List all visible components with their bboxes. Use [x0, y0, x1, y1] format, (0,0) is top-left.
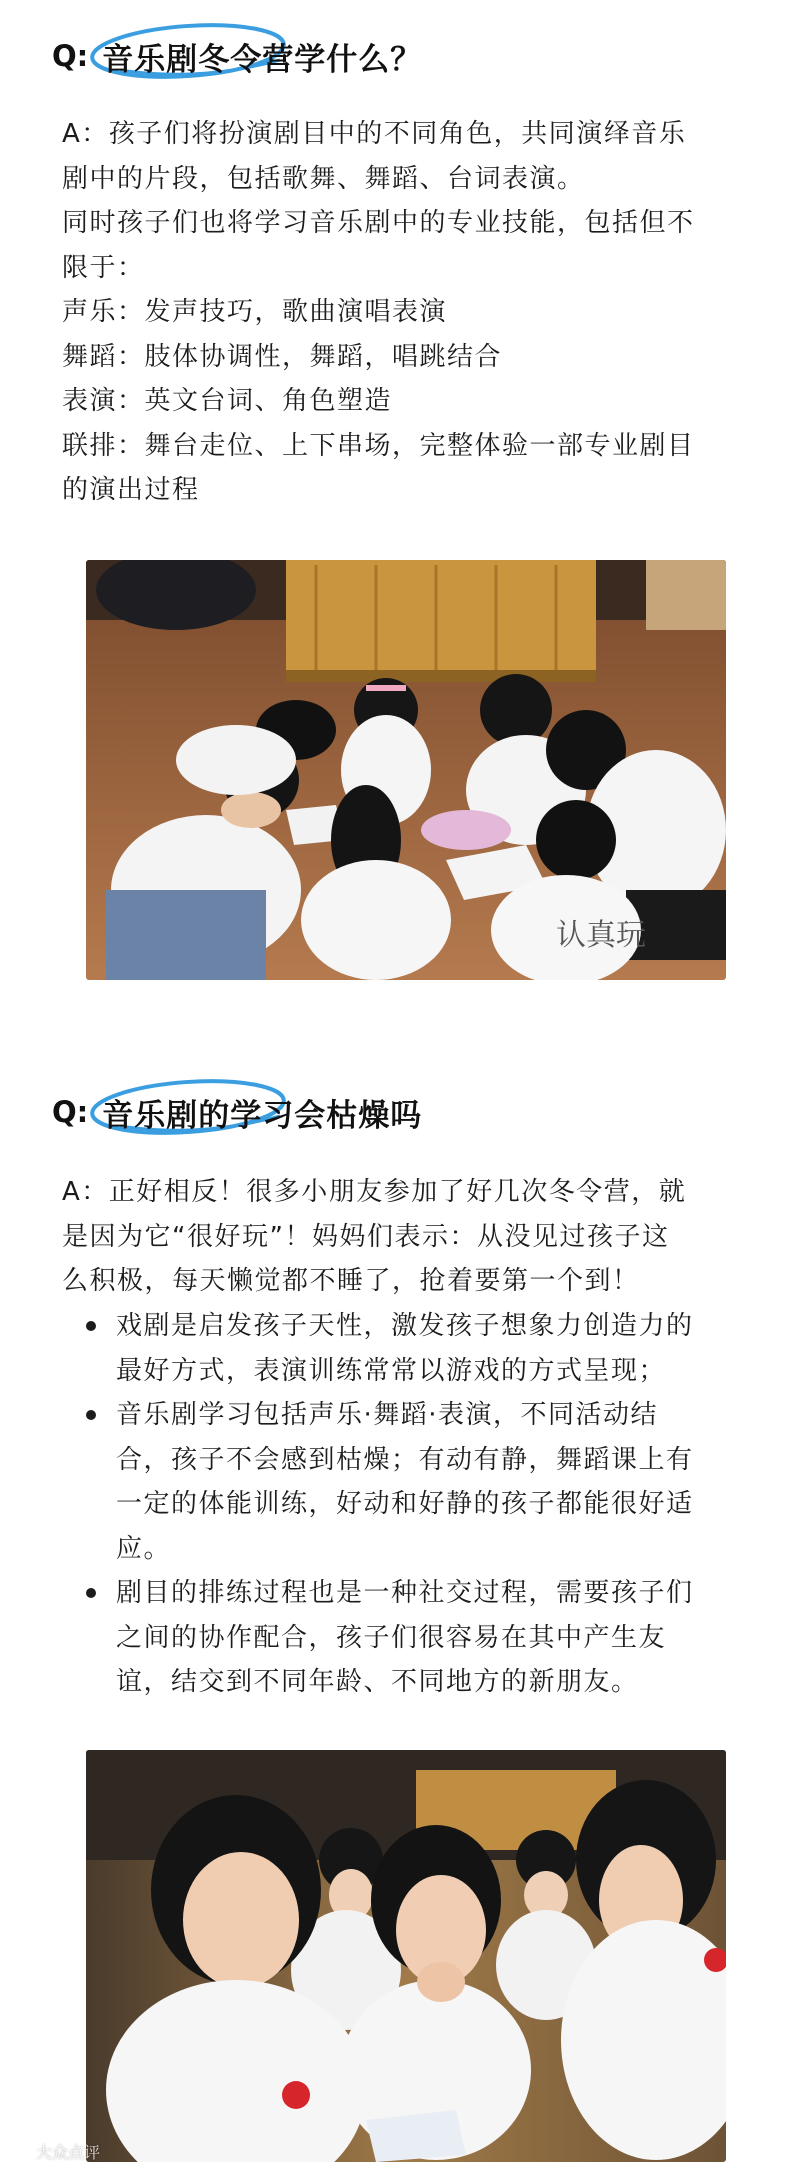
answer-line: A：正好相反！很多小朋友参加了好几次冬令营，就 — [62, 1177, 687, 1207]
answer-line: 限于： — [62, 252, 145, 283]
section-2-title: 音乐剧的学习会枯燥吗 — [102, 1097, 423, 1134]
answer-line: 舞蹈：肢体协调性，舞蹈，唱跳结合 — [62, 341, 503, 372]
answer-line: 么积极，每天懒觉都不睡了，抢着要第一个到！ — [62, 1266, 640, 1296]
bullet-dot-icon — [86, 1588, 96, 1598]
bullet-line: 应。 — [116, 1533, 172, 1564]
section-1-title: 音乐剧冬令营学什么？ — [102, 41, 423, 78]
bullet-line: 一定的体能训练，好动和好静的孩子都能很好适 — [116, 1489, 694, 1519]
section-2-heading — [52, 1082, 422, 1142]
bullet-line: 谊，结交到不同年龄、不同地方的新朋友。 — [116, 1667, 639, 1697]
bullet-line: 音乐剧学习包括声乐·舞蹈·表演，不同活动结 — [116, 1400, 659, 1430]
bullet-line: 戏剧是启发孩子天性，激发孩子想象力创造力的 — [116, 1311, 694, 1341]
section-2-answer — [62, 1170, 762, 1304]
photo-kids-reading-scripts — [86, 560, 726, 980]
answer-line: 是因为它“很好玩”！妈妈们表示：从没见过孩子这 — [62, 1221, 670, 1252]
bullet-dot-icon — [86, 1410, 96, 1420]
photo-2-illustration — [86, 1750, 726, 2162]
section-1-answer — [62, 112, 762, 513]
answer-line: 剧中的片段，包括歌舞、舞蹈、台词表演。 — [62, 163, 585, 194]
section-1-heading — [52, 26, 422, 86]
answer-line: 联排：舞台走位、上下串场，完整体验一部专业剧目 — [62, 430, 695, 461]
bullet-line: 合，孩子不会感到枯燥；有动有静，舞蹈课上有 — [116, 1444, 694, 1475]
shirt-text: 认真玩 — [556, 918, 646, 953]
bullet-line: 剧目的排练过程也是一种社交过程，需要孩子们 — [116, 1578, 694, 1608]
photo-1-illustration — [86, 560, 726, 980]
bullet-item — [62, 1304, 762, 1393]
photo-kids-watching — [86, 1750, 726, 2162]
bullet-item — [62, 1571, 762, 1705]
bullet-dot-icon — [86, 1321, 96, 1331]
q-label: Q: — [52, 39, 89, 73]
answer-line: 的演出过程 — [62, 475, 200, 505]
watermark — [10, 2140, 100, 2163]
answer-line: 表演：英文台词、角色塑造 — [62, 386, 393, 416]
answer-line: A：孩子们将扮演剧目中的不同角色，共同演绎音乐 — [62, 119, 687, 149]
bullet-line: 之间的协作配合，孩子们很容易在其中产生友 — [116, 1622, 667, 1653]
watermark-logo-icon — [10, 2145, 32, 2159]
answer-line: 声乐：发声技巧，歌曲演唱表演 — [62, 297, 448, 327]
section-2-bullet-list — [62, 1304, 762, 1705]
title-highlight — [102, 1090, 422, 1135]
title-highlight — [102, 34, 422, 79]
watermark-text: 大众点评 — [36, 2143, 101, 2162]
answer-line: 同时孩子们也将学习音乐剧中的专业技能，包括但不 — [62, 208, 695, 238]
bullet-item — [62, 1393, 762, 1571]
bullet-line: 最好方式，表演训练常常以游戏的方式呈现； — [116, 1355, 667, 1386]
q-label: Q: — [52, 1095, 89, 1129]
